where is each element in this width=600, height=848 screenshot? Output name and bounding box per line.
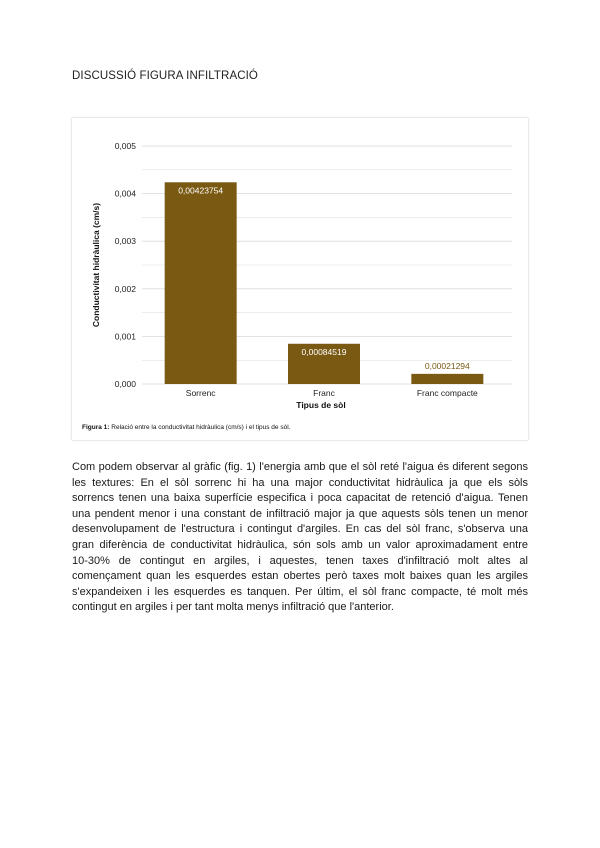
x-axis-title: Tipus de sòl bbox=[296, 400, 346, 410]
paragraph-line: s'expandeixen i les esquerdes es tanquen. Per últim, el sòl franc compacte, té molt més bbox=[72, 585, 528, 598]
x-category-label: Sorrenc bbox=[185, 388, 216, 398]
paragraph-line: començament quan les esquerdes estan obertes però taxes molt baixes quan les argiles bbox=[72, 570, 528, 583]
y-tick-label: 0,001 bbox=[114, 331, 136, 342]
chart-bar bbox=[411, 374, 483, 384]
y-tick-label: 0,004 bbox=[114, 188, 136, 199]
paragraph-line: sorrencs tenen una baixa superfície especifica i poca capacitat de retenció d'aigua. Tenen bbox=[72, 492, 528, 505]
x-category-label: Franc compacte bbox=[416, 388, 478, 398]
y-axis-title: Conductivitat hidràulica (cm/s) bbox=[91, 202, 101, 328]
paragraph-line: gran diferència de conductivitat hidràulica, són sols amb un valor aproximadament entre bbox=[72, 538, 528, 551]
y-tick-label: 0,005 bbox=[114, 141, 136, 151]
y-tick-label: 0,003 bbox=[114, 236, 136, 247]
bar-chart bbox=[72, 118, 528, 440]
paragraph-line: 10-30% de contingut en argiles, i aquestes, tenen taxes d'infiltració molt altes al bbox=[72, 554, 528, 567]
y-tick-label: 0,002 bbox=[114, 283, 136, 294]
x-category-label: Franc bbox=[313, 388, 335, 398]
bar-value-label: 0,00423754 bbox=[178, 185, 224, 196]
bar-value-label: 0,00084519 bbox=[301, 346, 347, 357]
figure-caption-text: Relació entre la conductivitat hidràulica (cm/s) i el tipus de sòl. bbox=[111, 424, 291, 431]
figure-caption-label: Figura 1: bbox=[82, 424, 110, 431]
paragraph-line: contingut en argiles i per tant molta menys infiltració que l'anterior. bbox=[72, 601, 394, 614]
y-tick-label: 0,000 bbox=[114, 379, 136, 389]
chart-bar bbox=[165, 182, 237, 384]
figure-caption bbox=[82, 424, 290, 431]
paragraph-line: desenvolupament de l'estructura i contingut d'argiles. En cas del sòl franc, s'observa una bbox=[72, 523, 528, 536]
paragraph-line: una pendent menor i una constant de infiltració major ja que aquests sòls tenen un menor bbox=[72, 507, 528, 520]
page-heading: DISCUSSIÓ FIGURA INFILTRACIÓ bbox=[72, 70, 258, 82]
paragraph-line: les textures: En el sòl sorrenc hi ha una major conductivitat hidràulica ja que els sòls bbox=[72, 476, 528, 489]
figure-1 bbox=[72, 118, 528, 440]
paragraph-line: Com podem observar al gràfic (fig. 1) l'energia amb que el sòl reté l'aigua és diferent segons bbox=[72, 461, 528, 473]
bar-value-label: 0,00021294 bbox=[424, 360, 470, 371]
discussion-paragraph bbox=[72, 460, 528, 616]
